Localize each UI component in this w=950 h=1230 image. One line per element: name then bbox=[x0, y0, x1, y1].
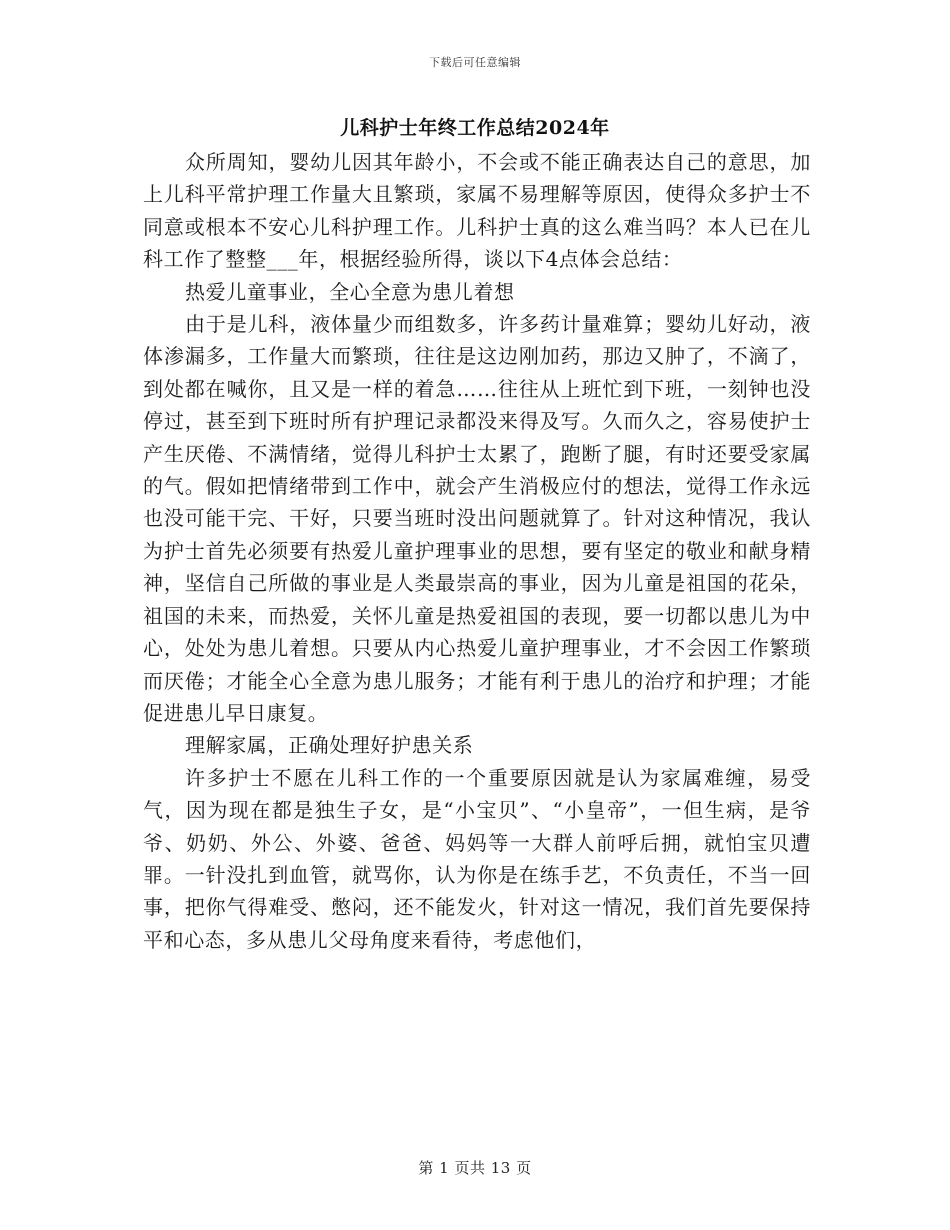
section-heading-understand-family: 理解家属，正确处理好护患关系 bbox=[185, 733, 474, 758]
paragraph-love-children: 由于是儿科，液体量少而组数多，许多药计量难算；婴幼儿好动，液体渗漏多，工作量大而繁琐，往往是这边刚加药，那边又肿了，不滴了，到处都在喊你，且又是一样的着急……往往从上班忙到下班，一刻钟也没停过，甚至到下班时所有护理记录都没来得及写。久而久之，容易使护士产生厌倦、不满情绪，觉得儿科护士太累了，跑断了腿，有时还要受家属的气。假如把情绪带到工作中，就会产生消极应付的想法，觉得工作永远也没可能干完、干好，只要当班时没出问题就算了。针对这种情况，我认为护士首先必须要有热爱儿童护理事业的思想，要有坚定的敬业和献身精神，坚信自己所做的事业是人类最崇高的事业，因为儿童是祖国的花朵，祖国的未来，而热爱，关怀儿童是热爱祖国的表现，要一切都以患儿为中心，处处为患儿着想。只要从内心热爱儿童护理事业，才不会因工作繁琐而厌倦；才能全心全意为患儿服务；才能有利于患儿的治疗和护理；才能促进患儿早日康复。 bbox=[143, 312, 811, 725]
paragraph-understand-family: 许多护士不愿在儿科工作的一个重要原因就是认为家属难缠，易受气，因为现在都是独生子女，是“小宝贝”、“小皇帝”，一但生病，是爷爷、奶奶、外公、外婆、爸爸、妈妈等一大群人前呼后拥，就怕宝贝遭罪。一针没扎到血管，就骂你，认为你是在练手艺，不负责任，不当一回事，把你气得难受、憋闷，还不能发火，针对这一情况，我们首先要保持平和心态，多从患儿父母角度来看待，考虑他们， bbox=[143, 765, 811, 952]
document-body bbox=[143, 146, 811, 956]
page-header-note: 下载后可任意编辑 bbox=[429, 56, 521, 69]
paragraph-intro: 众所周知，婴幼儿因其年龄小，不会或不能正确表达自己的意思，加上儿科平常护理工作量大且繁琐，家属不易理解等原因，使得众多护士不同意或根本不安心儿科护理工作。儿科护士真的这么难当吗？本人已在儿科工作了整整___年，根据经验所得，谈以下4点体会总结： bbox=[143, 150, 811, 272]
document-title: 儿科护士年终工作总结2024年 bbox=[340, 117, 610, 139]
page-number: 第 1 页共 13 页 bbox=[418, 1159, 532, 1177]
section-heading-love-children: 热爱儿童事业，全心全意为患儿着想 bbox=[185, 279, 515, 304]
